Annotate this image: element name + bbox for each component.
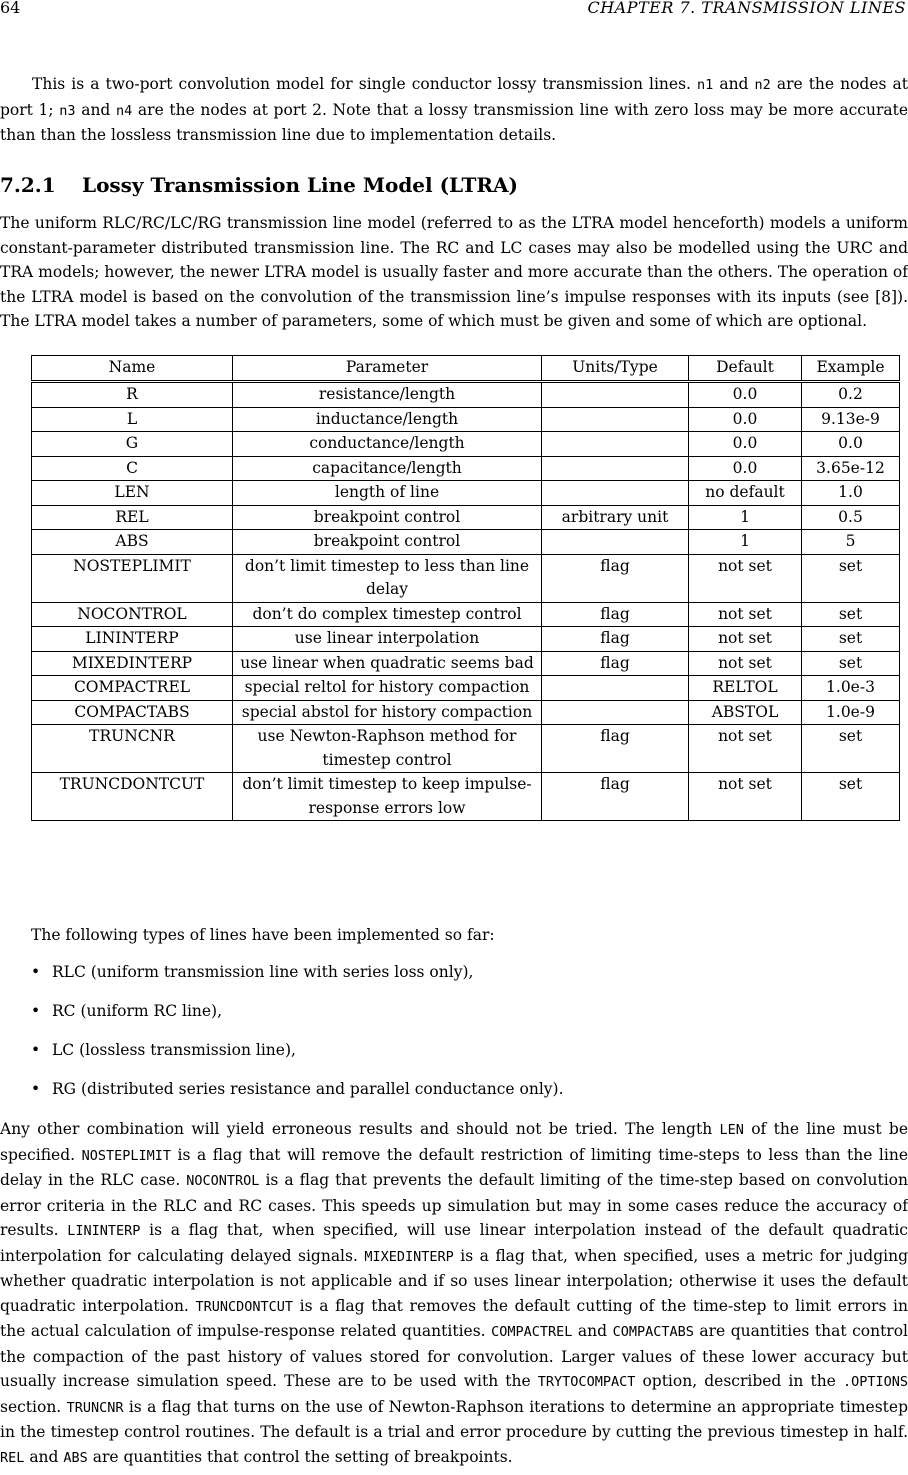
- table-cell: 5: [802, 530, 900, 555]
- table-cell: use Newton-Raphson method for timestep control: [233, 725, 542, 773]
- table-cell: not set: [689, 627, 802, 652]
- table-cell: COMPACTREL: [32, 676, 233, 701]
- table-cell: C: [32, 456, 233, 481]
- table-cell: [542, 432, 689, 457]
- bullet-icon: •: [31, 1080, 41, 1098]
- table-row: [32, 554, 900, 602]
- closing-text: option, described in the: [635, 1372, 843, 1390]
- column-header: Name: [32, 356, 233, 382]
- closing-text: are quantities that control the compaction of the past history of values stored for convolution. Larger values of these lower accuracy but usually increase simulation speed. These are to be used with the: [0, 1322, 908, 1390]
- closing-text: and: [572, 1322, 613, 1340]
- table-cell: L: [32, 407, 233, 432]
- table-cell: G: [32, 432, 233, 457]
- table-row: [32, 432, 900, 457]
- table-row: [32, 407, 900, 432]
- table-row: [32, 530, 900, 555]
- table-cell: set: [802, 627, 900, 652]
- table-cell: 1.0: [802, 481, 900, 506]
- table-cell: set: [802, 602, 900, 627]
- code-term: COMPACTREL: [491, 1324, 573, 1340]
- table-cell: [542, 700, 689, 725]
- section-title: Lossy Transmission Line Model (LTRA): [82, 173, 518, 197]
- table-cell: [542, 481, 689, 506]
- table-row: [32, 773, 900, 821]
- types-intro: The following types of lines have been implemented so far:: [31, 926, 495, 944]
- table-cell: length of line: [233, 481, 542, 506]
- list-item-text: RG (distributed series resistance and parallel conductance only).: [52, 1080, 564, 1098]
- table-cell: [542, 456, 689, 481]
- chapter-title: CHAPTER 7. TRANSMISSION LINES: [587, 0, 906, 17]
- bullet-icon: •: [31, 1002, 41, 1020]
- table-cell: 9.13e-9: [802, 407, 900, 432]
- table-cell: 0.0: [802, 432, 900, 457]
- code-term: .OPTIONS: [842, 1374, 908, 1390]
- table-cell: NOCONTROL: [32, 602, 233, 627]
- table-cell: arbitrary unit: [542, 505, 689, 530]
- table-cell: R: [32, 382, 233, 408]
- table-cell: special reltol for history compaction: [233, 676, 542, 701]
- intro-text: This is a two-port convolution model for single conductor lossy transmission lines.: [32, 75, 698, 93]
- code-term: COMPACTABS: [612, 1324, 694, 1340]
- table-cell: use linear when quadratic seems bad: [233, 651, 542, 676]
- running-header: [0, 0, 908, 20]
- table-cell: not set: [689, 554, 802, 602]
- code-term: LEN: [719, 1122, 744, 1138]
- table-cell: [542, 676, 689, 701]
- description-text: The uniform RLC/RC/LC/RG transmission line model (referred to as the LTRA model henceforth) models a uniform constant-parameter distributed transmission line. The RC and LC cases may also be modelled using the URC and TRA models; however, the newer LTRA model is usually faster and more accurate than the others. The operation of the LTRA model is based on the convolution of the transmission line’s impulse responses with its inputs (see [8]). The LTRA model takes a number of parameters, some of which must be given and some of which are optional.: [0, 214, 908, 330]
- table-row: [32, 481, 900, 506]
- table-cell: LININTERP: [32, 627, 233, 652]
- table-row: [32, 382, 900, 408]
- code-term: NOCONTROL: [186, 1173, 260, 1189]
- table-cell: 0.0: [689, 432, 802, 457]
- table-cell: not set: [689, 651, 802, 676]
- table-cell: use linear interpolation: [233, 627, 542, 652]
- node-n2: n2: [754, 77, 771, 93]
- table-cell: set: [802, 651, 900, 676]
- table-cell: 1: [689, 505, 802, 530]
- table-cell: 0.5: [802, 505, 900, 530]
- closing-text: is a flag that prevents the default limiting of the time-step based on convolution error criteria in the RLC and RC cases. This speeds up simulation but may in some cases reduce the accuracy of results.: [0, 1171, 908, 1239]
- closing-text: and: [24, 1447, 64, 1466]
- closing-text: is a flag that removes the default cutting of the time-step to limit errors in the actual calculation of impulse-response related quantities.: [0, 1296, 908, 1340]
- table-cell: 1.0e-9: [802, 700, 900, 725]
- table-row: [32, 676, 900, 701]
- closing-paragraph: [0, 1117, 908, 1470]
- table-row: [32, 627, 900, 652]
- table-cell: inductance/length: [233, 407, 542, 432]
- code-term: REL: [0, 1449, 25, 1466]
- table-cell: MIXEDINTERP: [32, 651, 233, 676]
- node-n3: n3: [59, 102, 76, 119]
- table-cell: not set: [689, 725, 802, 773]
- list-item-text: LC (lossless transmission line),: [52, 1041, 296, 1059]
- table-row: [32, 725, 900, 773]
- code-term: TRUNCNR: [66, 1399, 124, 1416]
- code-term: ABS: [63, 1449, 88, 1466]
- column-header: Units/Type: [542, 356, 689, 382]
- closing-text: of the line must be specified.: [0, 1120, 908, 1164]
- table-cell: TRUNCNR: [32, 725, 233, 773]
- intro-text: and: [75, 100, 116, 119]
- closing-text: is a flag that, when specified, will use linear interpolation instead of the default quadratic interpolation for calculating delayed signals.: [0, 1221, 908, 1265]
- list-item-text: RLC (uniform transmission line with series loss only),: [52, 963, 474, 981]
- table-cell: TRUNCDONTCUT: [32, 773, 233, 821]
- line-types-list: [0, 960, 564, 1116]
- table-cell: ABS: [32, 530, 233, 555]
- table-cell: don’t limit timestep to less than line delay: [233, 554, 542, 602]
- table-cell: breakpoint control: [233, 530, 542, 555]
- column-header: Example: [802, 356, 900, 382]
- closing-text: section.: [0, 1397, 67, 1416]
- node-n4: n4: [116, 102, 133, 119]
- table-cell: set: [802, 773, 900, 821]
- table-cell: resistance/length: [233, 382, 542, 408]
- table-cell: flag: [542, 773, 689, 821]
- table-row: [32, 456, 900, 481]
- table-cell: 3.65e-12: [802, 456, 900, 481]
- table-cell: not set: [689, 602, 802, 627]
- bullet-icon: •: [31, 963, 41, 981]
- closing-text: is a flag that will remove the default restriction of limiting time-steps to less than the line delay in the RLC case.: [0, 1145, 908, 1189]
- table-cell: 1.0e-3: [802, 676, 900, 701]
- intro-text: and: [713, 75, 755, 93]
- code-term: LININTERP: [67, 1223, 141, 1239]
- table-cell: COMPACTABS: [32, 700, 233, 725]
- table-row: [32, 602, 900, 627]
- table-cell: 0.0: [689, 456, 802, 481]
- list-item: [0, 1038, 564, 1077]
- intro-text: are the nodes at port 1;: [0, 75, 908, 119]
- column-header: Parameter: [233, 356, 542, 382]
- table-cell: [542, 407, 689, 432]
- table-cell: RELTOL: [689, 676, 802, 701]
- table-row: [32, 505, 900, 530]
- code-term: TRUNCDONTCUT: [195, 1298, 294, 1315]
- table-row: [32, 651, 900, 676]
- code-term: MIXEDINTERP: [364, 1248, 454, 1265]
- code-term: NOSTEPLIMIT: [81, 1147, 172, 1164]
- table-row: [32, 700, 900, 725]
- table-cell: 0.2: [802, 382, 900, 408]
- closing-text: are quantities that control the setting of breakpoints.: [87, 1447, 513, 1466]
- table-cell: 0.0: [689, 382, 802, 408]
- intro-paragraph: [0, 72, 908, 148]
- table-cell: conductance/length: [233, 432, 542, 457]
- closing-text: is a flag that, when specified, uses a metric for judging whether quadratic interpolation is not applicable and if so uses linear interpolation; otherwise it uses the default quadratic interpolation.: [0, 1246, 908, 1315]
- table-cell: no default: [689, 481, 802, 506]
- list-item: [0, 999, 564, 1038]
- table-cell: [542, 382, 689, 408]
- table-header-row: [32, 356, 900, 382]
- table-cell: flag: [542, 725, 689, 773]
- table-cell: breakpoint control: [233, 505, 542, 530]
- code-term: TRYTOCOMPACT: [537, 1374, 636, 1390]
- column-header: Default: [689, 356, 802, 382]
- table-cell: 0.0: [689, 407, 802, 432]
- table-cell: flag: [542, 651, 689, 676]
- section-heading: [0, 173, 518, 197]
- intro-text: are the nodes at port 2. Note that a lossy transmission line with zero loss may be more accurate than than the lossless transmission line due to implementation details.: [0, 100, 908, 144]
- section-number: 7.2.1: [0, 173, 56, 197]
- closing-text: is a flag that turns on the use of Newton-Raphson iterations to determine an appropriate timestep in the timestep control routines. The default is a trial and error procedure by cutting the previous timestep in half.: [0, 1397, 908, 1441]
- page-number: 64: [0, 0, 21, 17]
- table-cell: ABSTOL: [689, 700, 802, 725]
- description-paragraph: [0, 211, 908, 334]
- table-cell: REL: [32, 505, 233, 530]
- table-cell: flag: [542, 602, 689, 627]
- list-item: [0, 1077, 564, 1116]
- table-cell: special abstol for history compaction: [233, 700, 542, 725]
- table-cell: [542, 530, 689, 555]
- table-cell: don’t do complex timestep control: [233, 602, 542, 627]
- table-cell: not set: [689, 773, 802, 821]
- table-cell: NOSTEPLIMIT: [32, 554, 233, 602]
- table-cell: capacitance/length: [233, 456, 542, 481]
- table-cell: 1: [689, 530, 802, 555]
- parameter-table: [31, 355, 900, 821]
- table-cell: don’t limit timestep to keep impulse-response errors low: [233, 773, 542, 821]
- table-cell: flag: [542, 627, 689, 652]
- list-item-text: RC (uniform RC line),: [52, 1002, 223, 1020]
- table-cell: LEN: [32, 481, 233, 506]
- bullet-icon: •: [31, 1041, 41, 1059]
- table-cell: flag: [542, 554, 689, 602]
- closing-text: Any other combination will yield erroneous results and should not be tried. The length: [0, 1120, 720, 1138]
- node-n1: n1: [697, 77, 714, 93]
- list-item: [0, 960, 564, 999]
- table-cell: set: [802, 554, 900, 602]
- table-cell: set: [802, 725, 900, 773]
